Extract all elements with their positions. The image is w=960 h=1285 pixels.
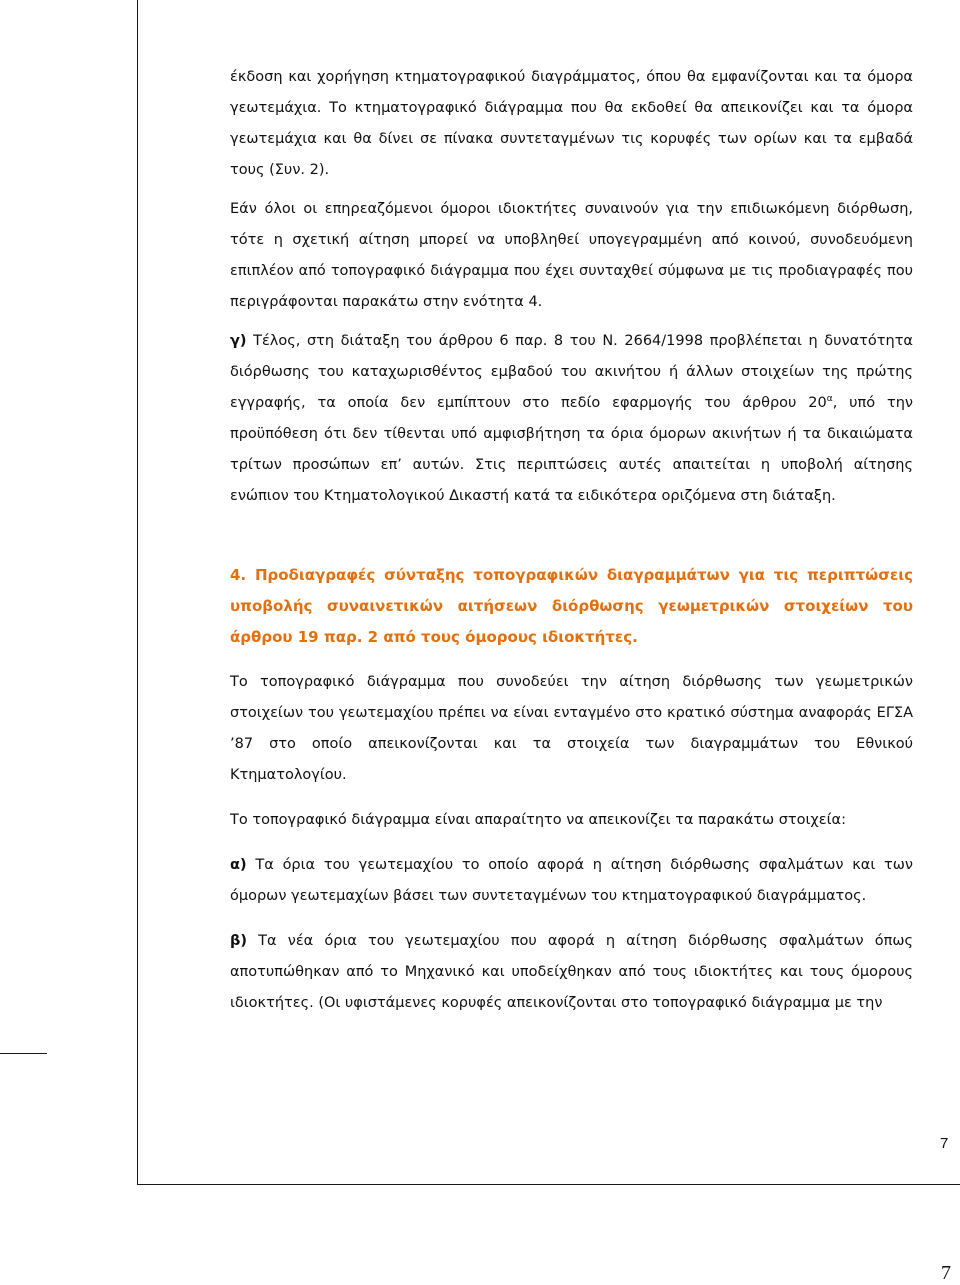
list-item-b — [230, 926, 913, 1019]
list-item-a-text: Τα όρια του γεωτεμαχίου το οποίο αφορά η αίτηση διόρθωσης σφαλμάτων και των όμορων γεωτεμαχίων βάσει των συντεταγμένων του κτηματογραφικού διαγράμματος. — [230, 857, 913, 904]
paragraph-article-6-text-b: , υπό την προϋπόθεση ότι δεν τίθενται υπό αμφισβήτηση τα όρια όμορων ακινήτων ή τα δικαιώματα τρίτων προσώπων επ’ αυτών. Στις περιπτώσεις αυτές απαιτείται η υποβολή αίτησης ενώπιον του Κτηματολογικού Δικαστή κατά τα ειδικότερα οριζόμενα στη διάταξη. — [230, 395, 913, 504]
list-item-a — [230, 850, 913, 912]
item-marker-a: α) — [230, 857, 247, 873]
paragraph-requirements: Το τοπογραφικό διάγραμμα είναι απαραίτητο να απεικονίζει τα παρακάτω στοιχεία: — [230, 812, 846, 828]
paragraph-article-6-text-a: Τέλος, στη διάταξη του άρθρου 6 παρ. 8 του Ν. 2664/1998 προβλέπεται η δυνατότητα διόρθωσης του καταχωρισθέντος εμβαδού του ακινήτου ή άλλων στοιχείων της πρώτης εγγραφής, τα οποία δεν εμπίπτουν στο πεδίο εφαρμογής του άρθρου 20 — [230, 333, 913, 411]
paragraph-article-6 — [230, 326, 913, 512]
list-item-b-text: Τα νέα όρια του γεωτεμαχίου που αφορά η αίτηση διόρθωσης σφαλμάτων όπως αποτυπώθηκαν από το Μηχανικό και υποδείχθηκαν από τους ιδιοκτήτες και τους όμορους ιδιοκτήτες. (Οι υφιστάμενες κορυφές απεικονίζονται στο τοπογραφικό διάγραμμα με την — [230, 933, 914, 1011]
superscript-alpha: α — [826, 394, 833, 405]
paragraph-egsa: Το τοπογραφικό διάγραμμα που συνοδεύει την αίτηση διόρθωσης των γεωμετρικών στοιχείων του γεωτεμαχίου πρέπει να είναι ενταγμένο στο κρατικό σύστημα αναφοράς ΕΓΣΑ ’87 στο οποίο απεικονίζονται και τα στοιχεία των διαγραμμάτων του Εθνικού Κτηματολογίου. — [230, 674, 913, 783]
footnote-separator — [0, 1053, 47, 1054]
paragraph-consent: Εάν όλοι οι επηρεαζόμενοι όμοροι ιδιοκτήτες συναινούν για την επιδιωκόμενη διόρθωση, τότε η σχετική αίτηση μπορεί να υποβληθεί υπογεγραμμένη από κοινού, συνοδευόμενη επιπλέον από τοπογραφικό διάγραμμα που έχει συνταχθεί σύμφωνα με τις προδιαγραφές που περιγράφονται παρακάτω στην ενότητα 4. — [230, 201, 913, 310]
item-marker-c: γ) — [230, 333, 247, 349]
page-number-outer: 7 — [941, 1262, 951, 1284]
document-body — [230, 62, 913, 1019]
paragraph-intro: έκδοση και χορήγηση κτηματογραφικού διαγράμματος, όπου θα εμφανίζονται και τα όμορα γεωτεμάχια. Το κτηματογραφικό διάγραμμα που θα εκδοθεί θα απεικονίζει και τα όμορα γεωτεμάχια και θα δίνει σε πίνακα συντεταγμένων τις κορυφές των ορίων και τα εμβαδά τους (Συν. 2). — [230, 69, 913, 178]
section-heading-4: 4. Προδιαγραφές σύνταξης τοπογραφικών διαγραμμάτων για τις περιπτώσεις υποβολής συναινετικών αιτήσεων διόρθωσης γεωμετρικών στοιχείων του άρθρου 19 παρ. 2 από τους όμορους ιδιοκτήτες. — [230, 566, 913, 646]
item-marker-b: β) — [230, 933, 248, 949]
page-number-inner: 7 — [940, 1135, 949, 1152]
